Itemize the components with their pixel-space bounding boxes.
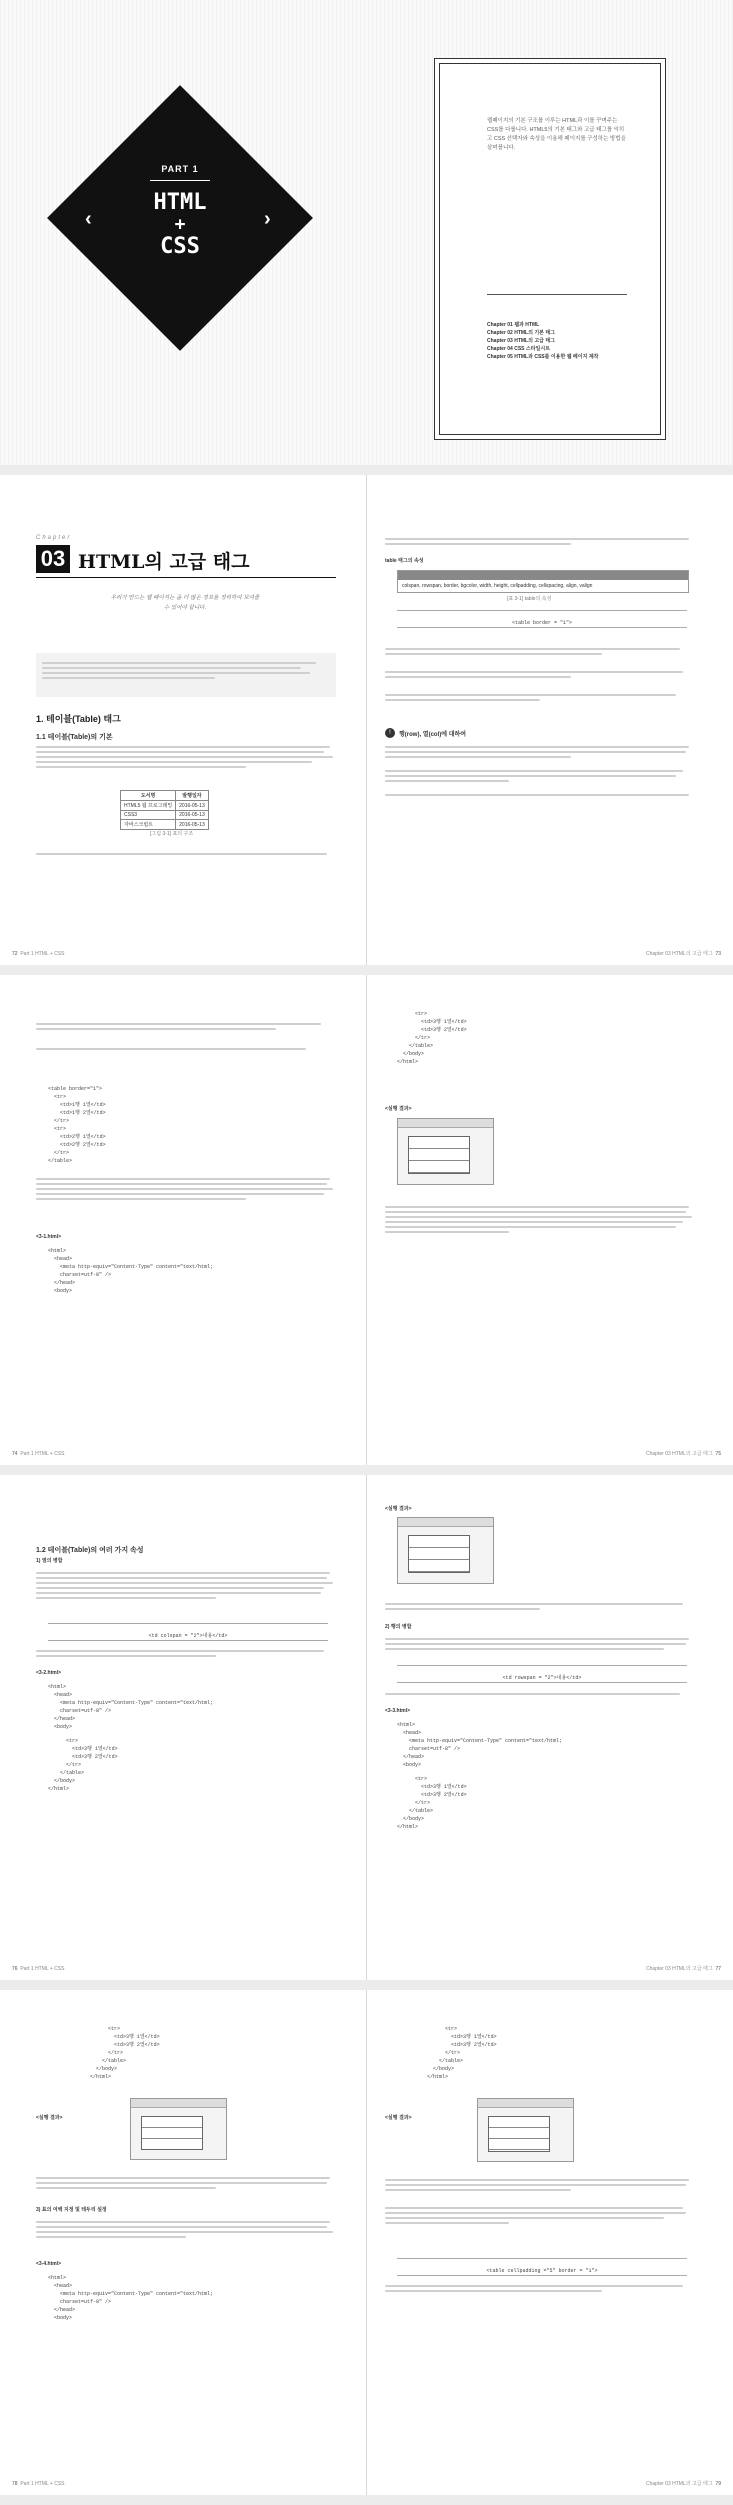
- browser-screenshot: [477, 2098, 574, 2162]
- part-opener-spread: [0, 0, 733, 465]
- result-label: <실행 결과>: [36, 2115, 63, 2121]
- code-snippet: <table cellpadding ="5" border = "1">: [486, 2268, 598, 2274]
- part-chapter-list: [487, 321, 637, 361]
- code-snippet: <td colspan = "2">내용</td>: [148, 1633, 228, 1639]
- table-cell: CSS3: [121, 811, 176, 820]
- page-76: [0, 1475, 366, 1980]
- chapter-intro-box: [36, 653, 336, 697]
- table-cell: 2016-05-13: [176, 820, 209, 830]
- page-72: [0, 475, 366, 965]
- table-cell: 2016-05-13: [176, 811, 209, 820]
- chapter-label: Chapter: [36, 535, 72, 541]
- code-listing: <tr> <td>3행 1열</td> <td>3행 2열</td> </tr> </table> </body> </html>: [397, 1011, 467, 1065]
- figure-caption: [그림 3-1] 표의 구조: [150, 831, 194, 837]
- page-footer: Chapter 03 HTML의 고급 태그 75: [645, 1451, 721, 1457]
- code-box: [48, 1623, 328, 1641]
- chapter-number-box: [36, 545, 70, 573]
- table-cell: HTML5 웹 프로그래밍: [121, 801, 176, 811]
- subsection-heading: 1.2 테이블(Table)의 여러 가지 속성: [36, 1547, 144, 1554]
- page-75: [367, 975, 733, 1465]
- page-73: [367, 475, 733, 965]
- code-listing: <table border="1"> <tr> <td>1행 1열</td> <td>1행 2열</td> </tr> <tr> <td>2행 1열</td> <td>2행 2열</td> </tr> </table>: [48, 1086, 106, 1164]
- page-74: [0, 975, 366, 1465]
- part-intro-panel: [434, 58, 666, 440]
- code-listing: <html> <head> <meta http-equiv="Content-Type" content="text/html; charset=utf-8" /> </head> <body>: [397, 1722, 563, 1768]
- listing-label: <3-2.html>: [36, 1670, 62, 1676]
- table-cell: 자바스크립트: [121, 820, 176, 830]
- listing-label: <3-3.html>: [385, 1708, 411, 1714]
- page-footer: Chapter 03 HTML의 고급 태그 73: [645, 951, 721, 957]
- chapter-number: 03: [40, 546, 66, 571]
- chevron-left-icon: ‹: [85, 208, 92, 230]
- result-label: <실행 결과>: [385, 1106, 412, 1112]
- code-listing: <html> <head> <meta http-equiv="Content-Type" content="text/html; charset=utf-8" /> </head> <body>: [48, 1248, 214, 1294]
- spread-74-75: [0, 975, 733, 1465]
- part-label: PART 1: [161, 164, 199, 174]
- code-listing: <html> <head> <meta http-equiv="Content-Type" content="text/html; charset=utf-8" /> </head> <body>: [48, 2275, 214, 2321]
- page-footer: 78 Part 1 HTML + CSS: [12, 2481, 65, 2487]
- code-box: [397, 1665, 687, 1683]
- note-title: 행(row), 열(col)에 대하여: [399, 732, 467, 738]
- page-footer: 72 Part 1 HTML + CSS: [12, 951, 65, 957]
- chapter-epigraph: 우리가 만드는 웹 페이지는 좀 더 많은 정보를 정리하여 보여줄 수 있어야 합니다.: [110, 595, 260, 611]
- page-footer: Chapter 03 HTML의 고급 태그 79: [645, 2481, 721, 2487]
- subsection-heading: 1.1 테이블(Table)의 기본: [36, 734, 113, 741]
- sub-heading: 2) 행의 병합: [385, 1624, 412, 1630]
- result-label: <실행 결과>: [385, 2115, 412, 2121]
- section-heading: 1. 테이블(Table) 태그: [36, 714, 121, 724]
- sub-heading: 1) 열의 병합: [36, 1558, 63, 1564]
- code-listing: <tr> <td>3행 1열</td> <td>3행 2열</td> </tr> </table> </body> </html>: [397, 1776, 467, 1830]
- spread-76-77: [0, 1475, 733, 1980]
- code-box: [397, 610, 687, 628]
- code-snippet: <td rowspan = "2">내용</td>: [502, 1675, 582, 1681]
- attr-list: colspan, rowspan, border, bgcolor, width, height, cellpadding, cellspacing, align, valign: [402, 583, 593, 589]
- page-78: [0, 1990, 366, 2495]
- chapter-title: HTML의 고급 태그: [78, 551, 250, 573]
- part-chapter-item: Chapter 02 HTML의 기본 태그: [487, 330, 556, 336]
- sub-heading: 3) 표의 여백 지정 및 테두리 설정: [36, 2207, 107, 2213]
- part-title-css: CSS: [160, 234, 200, 259]
- page-footer: 76 Part 1 HTML + CSS: [12, 1966, 65, 1972]
- code-listing: <tr> <td>3행 1열</td> <td>3행 2열</td> </tr> </table> </body> </html>: [48, 1738, 118, 1792]
- table-header-cell: 발행일자: [176, 791, 209, 801]
- part-chapter-item: Chapter 05 HTML과 CSS를 이용한 웹 페이지 제작: [487, 354, 599, 360]
- code-listing: <html> <head> <meta http-equiv="Content-Type" content="text/html; charset=utf-8" /> </head> <body>: [48, 1684, 214, 1730]
- listing-label: <3-1.html>: [36, 1234, 62, 1240]
- page-79: [367, 1990, 733, 2495]
- browser-screenshot: [130, 2098, 227, 2160]
- code-snippet: <table border = "1">: [511, 620, 572, 626]
- code-box: [397, 2258, 687, 2276]
- result-label: <실행 결과>: [385, 1506, 412, 1512]
- part-chapter-item: Chapter 04 CSS 스타일시트: [487, 346, 551, 352]
- code-listing: <tr> <td>3행 1열</td> <td>3행 2열</td> </tr> </table> </body> </html>: [427, 2026, 497, 2080]
- attr-caption: [표 3-1] table의 속성: [507, 596, 552, 602]
- sample-table: [120, 790, 209, 830]
- part-chapter-item: Chapter 03 HTML의 고급 태그: [487, 338, 556, 344]
- part-chapter-item: Chapter 01 웹과 HTML: [487, 322, 540, 328]
- spread-72-73: [0, 475, 733, 965]
- note-icon: !: [385, 728, 395, 738]
- spread-78-79: [0, 1990, 733, 2495]
- chevron-right-icon: ›: [264, 208, 271, 230]
- listing-label: <3-4.html>: [36, 2261, 62, 2267]
- table-cell: 2016-05-13: [176, 801, 209, 811]
- part-intro-text: 웹페이지의 기본 구조를 이루는 HTML과 이를 꾸며주는 CSS를 다룹니다. HTML5의 기본 태그와 고급 태그를 익히고 CSS 선택자와 속성을 이용해 페이지를 구성하는 방법을 살펴봅니다.: [487, 118, 626, 151]
- browser-screenshot: [397, 1118, 494, 1185]
- browser-screenshot: [397, 1517, 494, 1584]
- page-footer: 74 Part 1 HTML + CSS: [12, 1451, 65, 1457]
- part-title-plus: +: [174, 214, 186, 235]
- page-footer: Chapter 03 HTML의 고급 태그 77: [645, 1966, 721, 1972]
- attr-table: [397, 570, 689, 593]
- page-77: [367, 1475, 733, 1980]
- attr-heading: table 태그의 속성: [385, 558, 424, 564]
- code-listing: <tr> <td>3행 1열</td> <td>3행 2열</td> </tr> </table> </body> </html>: [90, 2026, 160, 2080]
- table-header-cell: 도서명: [121, 791, 176, 801]
- part-title-html: HTML: [153, 190, 207, 215]
